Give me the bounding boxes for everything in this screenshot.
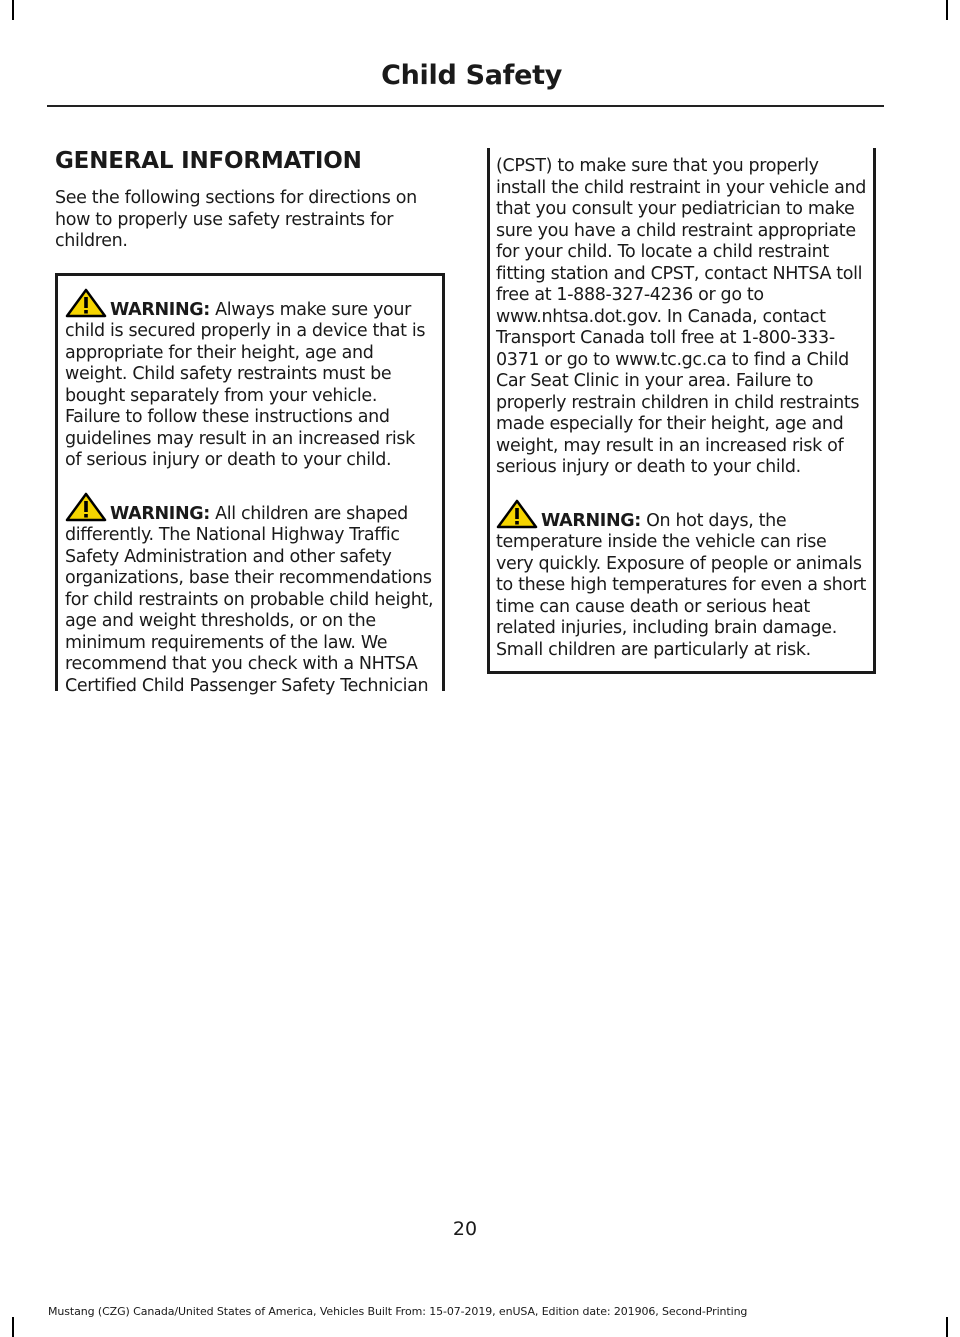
- warning-box-continued: [487, 148, 876, 674]
- left-column: [55, 148, 445, 696]
- header-rule: [47, 105, 884, 107]
- warning-paragraph-1: [65, 288, 436, 472]
- warning-text: All children are shaped differently. The National Highway Traffic Safety Administration and other safety organizations, base their recommendations for child restraints on probable child height, age and weight thresholds, or on the minimum requirements of the law. We recommend that you check with a NHTSA Certified Child Passenger Safety Technician: [65, 503, 434, 696]
- warning-text: On hot days, the temperature inside the vehicle can rise very quickly. Exposure of people or animals to these high temperatures for even a short time can cause death or serious heat related injuries, including brain damage. Small children are particularly at risk.: [496, 510, 867, 660]
- crop-mark-top-right: [946, 0, 948, 20]
- footer-text: Mustang (CZG) Canada/United States of America, Vehicles Built From: 15-07-2019, enUSA, Edition date: 201906, Second-Printing: [48, 1305, 748, 1318]
- warning-paragraph-2-continued: (CPST) to make sure that you properly install the child restraint in your vehicle and that you consult your pediatrician to make sure you have a child restraint appropriate for your child. To locate a child restraint fitting station and CPST, contact NHTSA toll free at 1-888-327-4236 or go to www.nhtsa.dot.gov. In Canada, contact Transport Canada toll free at 1-800-333-0371 or go to www.tc.gc.ca to find a Child Car Seat Clinic in your area. Failure to properly restrain children in child restraints made especially for their height, age and weight, may result in an increased risk of serious injury or death to your child.: [496, 156, 866, 477]
- warning-paragraph-2: [65, 492, 436, 698]
- warning-label: WARNING:: [110, 503, 210, 524]
- warning-triangle-icon: [65, 492, 107, 522]
- warning-triangle-icon: [496, 499, 538, 529]
- warning-box: [55, 273, 445, 696]
- crop-mark-top-left: [12, 0, 14, 20]
- warning-label: WARNING:: [541, 510, 641, 531]
- page-header-title: Child Safety: [381, 60, 562, 91]
- crop-mark-bottom-left: [12, 1317, 14, 1337]
- warning-triangle-icon: [65, 288, 107, 318]
- section-title: GENERAL INFORMATION: [55, 148, 362, 174]
- warning-text: Always make sure your child is secured properly in a device that is appropriate for their height, age and weight. Child safety restraints must be bought separately from your vehicle. Failure to follow these instructions and guidelines may result in an increased risk of serious injury or death to your child.: [65, 299, 426, 470]
- warning-label: WARNING:: [110, 299, 210, 320]
- warning-paragraph-3: [496, 499, 867, 662]
- right-column: [487, 148, 876, 674]
- page-number: 20: [452, 1218, 478, 1240]
- crop-mark-bottom-right: [946, 1317, 948, 1337]
- intro-paragraph: See the following sections for directions on how to properly use safety restraints for children.: [55, 188, 417, 251]
